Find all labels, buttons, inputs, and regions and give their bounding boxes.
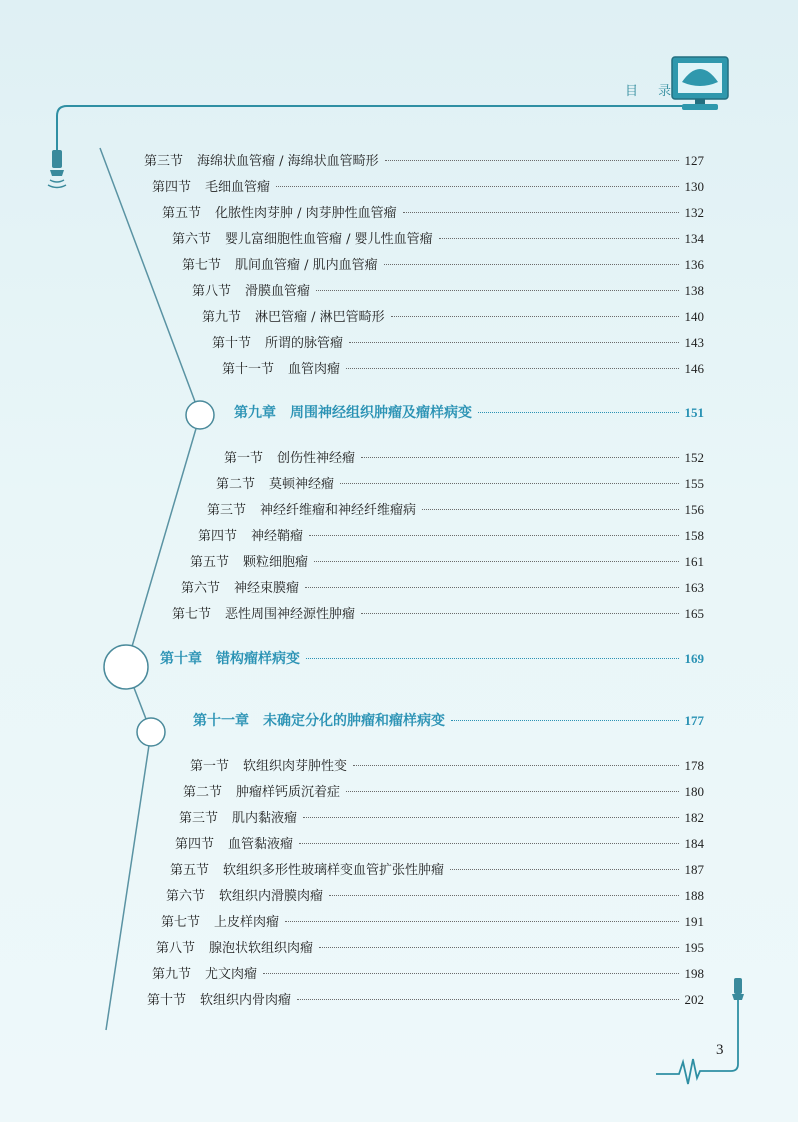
- toc-entry-title: 肿瘤样钙质沉着症: [236, 785, 341, 800]
- toc-section-entry[interactable]: [162, 202, 704, 222]
- toc-entry-page: 188: [684, 888, 704, 903]
- toc-dot-leader: [361, 457, 678, 458]
- toc-entry-page: 140: [684, 309, 704, 324]
- toc-entry-number: 第一节: [224, 451, 264, 466]
- toc-section-entry[interactable]: [181, 577, 704, 597]
- toc-entry-number: 第七节: [161, 915, 201, 930]
- toc-entry-page: 156: [684, 502, 704, 517]
- toc-entry-number: 第三节: [207, 503, 247, 518]
- toc-dot-leader: [353, 765, 678, 766]
- toc-chapter-entry[interactable]: [234, 402, 704, 422]
- toc-entry-title: 恶性周围神经源性肿瘤: [225, 607, 356, 622]
- toc-section-entry[interactable]: [212, 332, 704, 352]
- toc-entry-page: 187: [684, 862, 704, 877]
- chapter-node-circle: [186, 401, 214, 429]
- toc-entry-page: 177: [684, 713, 704, 728]
- toc-section-entry[interactable]: [182, 254, 704, 274]
- toc-entry-title: 颗粒细胞瘤: [243, 555, 309, 570]
- toc-dot-leader: [478, 412, 679, 413]
- toc-section-entry[interactable]: [170, 859, 704, 879]
- toc-dot-leader: [391, 316, 679, 317]
- toc-dot-leader: [303, 817, 678, 818]
- toc-entry-title: 所谓的脉管瘤: [265, 336, 344, 351]
- page-number: 3: [716, 1042, 724, 1058]
- toc-entry-page: 182: [684, 810, 704, 825]
- toc-dot-leader: [361, 613, 678, 614]
- monitor-icon: [672, 57, 728, 110]
- toc-entry-number: 第十一节: [222, 362, 275, 377]
- toc-entry-title: 未确定分化的肿瘤和瘤样病变: [263, 713, 445, 729]
- toc-entry-title: 上皮样肉瘤: [214, 915, 280, 930]
- toc-entry-page: 184: [684, 836, 704, 851]
- toc-entry-title: 肌间血管瘤 / 肌内血管瘤: [235, 258, 378, 273]
- toc-section-entry[interactable]: [183, 781, 704, 801]
- toc-entry-number: 第九节: [152, 967, 192, 982]
- toc-entry-title: 腺泡状软组织肉瘤: [209, 941, 314, 956]
- toc-entry-number: 第五节: [190, 555, 230, 570]
- toc-entry-number: 第八节: [192, 284, 232, 299]
- toc-entry-title: 神经鞘瘤: [251, 529, 304, 544]
- toc-entry-title: 软组织多形性玻璃样变血管扩张性肿瘤: [223, 863, 445, 878]
- toc-entry-page: 155: [684, 476, 704, 491]
- toc-entry-title: 神经束膜瘤: [234, 581, 300, 596]
- toc-section-entry[interactable]: [216, 473, 704, 493]
- toc-dot-leader: [384, 264, 679, 265]
- toc-section-entry[interactable]: [190, 551, 704, 571]
- toc-entry-page: 169: [684, 651, 704, 666]
- probe-icon: [48, 150, 66, 188]
- toc-entry-number: 第八节: [156, 941, 196, 956]
- toc-dot-leader: [329, 895, 678, 896]
- toc-dot-leader: [346, 368, 678, 369]
- toc-entry-title: 血管黏液瘤: [228, 837, 294, 852]
- toc-entry-page: 191: [684, 914, 704, 929]
- toc-entry-page: 178: [684, 758, 704, 773]
- toc-entry-page: 152: [684, 450, 704, 465]
- toc-entry-number: 第二节: [216, 477, 256, 492]
- toc-entry-title: 错构瘤样病变: [216, 651, 300, 667]
- toc-section-entry[interactable]: [156, 937, 704, 957]
- toc-entry-number: 第九章: [234, 405, 276, 421]
- toc-entry-number: 第九节: [202, 310, 242, 325]
- toc-chapter-entry[interactable]: [193, 710, 704, 730]
- toc-dot-leader: [319, 947, 678, 948]
- toc-entry-page: 127: [684, 153, 704, 168]
- toc-dot-leader: [285, 921, 678, 922]
- toc-entry-title: 滑膜血管瘤: [245, 284, 311, 299]
- toc-entry-page: 180: [684, 784, 704, 799]
- toc-entry-number: 第六节: [166, 889, 206, 904]
- toc-section-entry[interactable]: [190, 755, 704, 775]
- toc-entry-title: 淋巴管瘤 / 淋巴管畸形: [255, 310, 385, 325]
- toc-entry-page: 195: [684, 940, 704, 955]
- chapter-node-circle: [104, 645, 148, 689]
- toc-entry-page: 143: [684, 335, 704, 350]
- toc-header-label: 目 录: [625, 84, 680, 99]
- toc-entry-title: 血管肉瘤: [288, 362, 341, 377]
- toc-section-entry[interactable]: [224, 447, 704, 467]
- toc-entry-number: 第十节: [147, 993, 187, 1008]
- toc-dot-leader: [309, 535, 678, 536]
- toc-entry-page: 161: [684, 554, 704, 569]
- toc-dot-leader: [403, 212, 679, 213]
- toc-entry-title: 海绵状血管瘤 / 海绵状血管畸形: [197, 154, 379, 169]
- toc-section-entry[interactable]: [172, 228, 704, 248]
- toc-dot-leader: [450, 869, 678, 870]
- toc-section-entry[interactable]: [207, 499, 704, 519]
- toc-entry-title: 肌内黏液瘤: [232, 811, 298, 826]
- toc-section-entry[interactable]: [175, 833, 704, 853]
- toc-entry-number: 第十一章: [193, 713, 249, 729]
- toc-entry-number: 第四节: [175, 837, 215, 852]
- toc-entry-number: 第七节: [172, 607, 212, 622]
- toc-entry-page: 130: [684, 179, 704, 194]
- toc-section-entry[interactable]: [166, 885, 704, 905]
- toc-dot-leader: [276, 186, 678, 187]
- toc-entry-number: 第五节: [162, 206, 202, 221]
- toc-section-entry[interactable]: [147, 989, 704, 1009]
- toc-entry-number: 第十节: [212, 336, 252, 351]
- toc-entry-title: 神经纤维瘤和神经纤维瘤病: [260, 503, 417, 518]
- toc-entry-title: 创伤性神经瘤: [277, 451, 356, 466]
- toc-entry-number: 第六节: [172, 232, 212, 247]
- toc-entry-page: 146: [684, 361, 704, 376]
- toc-section-entry[interactable]: [222, 358, 704, 378]
- toc-entry-page: 132: [684, 205, 704, 220]
- toc-entry-title: 周围神经组织肿瘤及瘤样病变: [290, 405, 472, 421]
- toc-entry-title: 婴儿富细胞性血管瘤 / 婴儿性血管瘤: [225, 232, 433, 247]
- toc-entry-page: 158: [684, 528, 704, 543]
- toc-entry-number: 第二节: [183, 785, 223, 800]
- toc-entry-page: 134: [684, 231, 704, 246]
- toc-chapter-entry[interactable]: [160, 648, 704, 668]
- toc-entry-number: 第三节: [144, 154, 184, 169]
- toc-entry-number: 第七节: [182, 258, 222, 273]
- toc-dot-leader: [439, 238, 679, 239]
- toc-dot-leader: [422, 509, 678, 510]
- toc-section-entry[interactable]: [172, 603, 704, 623]
- toc-entry-title: 莫顿神经瘤: [269, 477, 335, 492]
- toc-dot-leader: [314, 561, 678, 562]
- chapter-node-circle: [137, 718, 165, 746]
- toc-section-entry[interactable]: [198, 525, 704, 545]
- toc-entry-title: 尤文肉瘤: [205, 967, 258, 982]
- toc-section-entry[interactable]: [144, 150, 704, 170]
- header-connector-line: [57, 106, 683, 152]
- toc-entry-page: 165: [684, 606, 704, 621]
- toc-entry-title: 软组织肉芽肿性变: [243, 759, 348, 774]
- toc-entry-number: 第三节: [179, 811, 219, 826]
- toc-entry-number: 第六节: [181, 581, 221, 596]
- toc-dot-leader: [385, 160, 679, 161]
- toc-entry-number: 第五节: [170, 863, 210, 878]
- toc-dot-leader: [316, 290, 678, 291]
- toc-entry-page: 202: [684, 992, 704, 1007]
- toc-entry-page: 198: [684, 966, 704, 981]
- toc-entry-number: 第一节: [190, 759, 230, 774]
- toc-entry-title: 毛细血管瘤: [205, 180, 271, 195]
- toc-dot-leader: [299, 843, 678, 844]
- toc-entry-page: 136: [684, 257, 704, 272]
- toc-section-entry[interactable]: [152, 176, 704, 196]
- toc-entry-title: 软组织内骨肉瘤: [200, 993, 292, 1008]
- toc-dot-leader: [340, 483, 678, 484]
- toc-entry-number: 第四节: [152, 180, 192, 195]
- toc-section-entry[interactable]: [202, 306, 704, 326]
- toc-dot-leader: [346, 791, 678, 792]
- toc-dot-leader: [263, 973, 678, 974]
- toc-dot-leader: [305, 587, 678, 588]
- toc-entry-title: 化脓性肉芽肿 / 肉芽肿性血管瘤: [215, 206, 397, 221]
- toc-section-entry[interactable]: [161, 911, 704, 931]
- toc-dot-leader: [297, 999, 678, 1000]
- toc-entry-number: 第四节: [198, 529, 238, 544]
- toc-entry-page: 151: [684, 405, 704, 420]
- toc-section-entry[interactable]: [179, 807, 704, 827]
- toc-dot-leader: [349, 342, 678, 343]
- toc-entry-page: 138: [684, 283, 704, 298]
- toc-section-entry[interactable]: [192, 280, 704, 300]
- toc-dot-leader: [306, 658, 679, 659]
- toc-entry-title: 软组织内滑膜肉瘤: [219, 889, 324, 904]
- toc-dot-leader: [451, 720, 679, 721]
- toc-entry-page: 163: [684, 580, 704, 595]
- toc-section-entry[interactable]: [152, 963, 704, 983]
- toc-entry-number: 第十章: [160, 651, 202, 667]
